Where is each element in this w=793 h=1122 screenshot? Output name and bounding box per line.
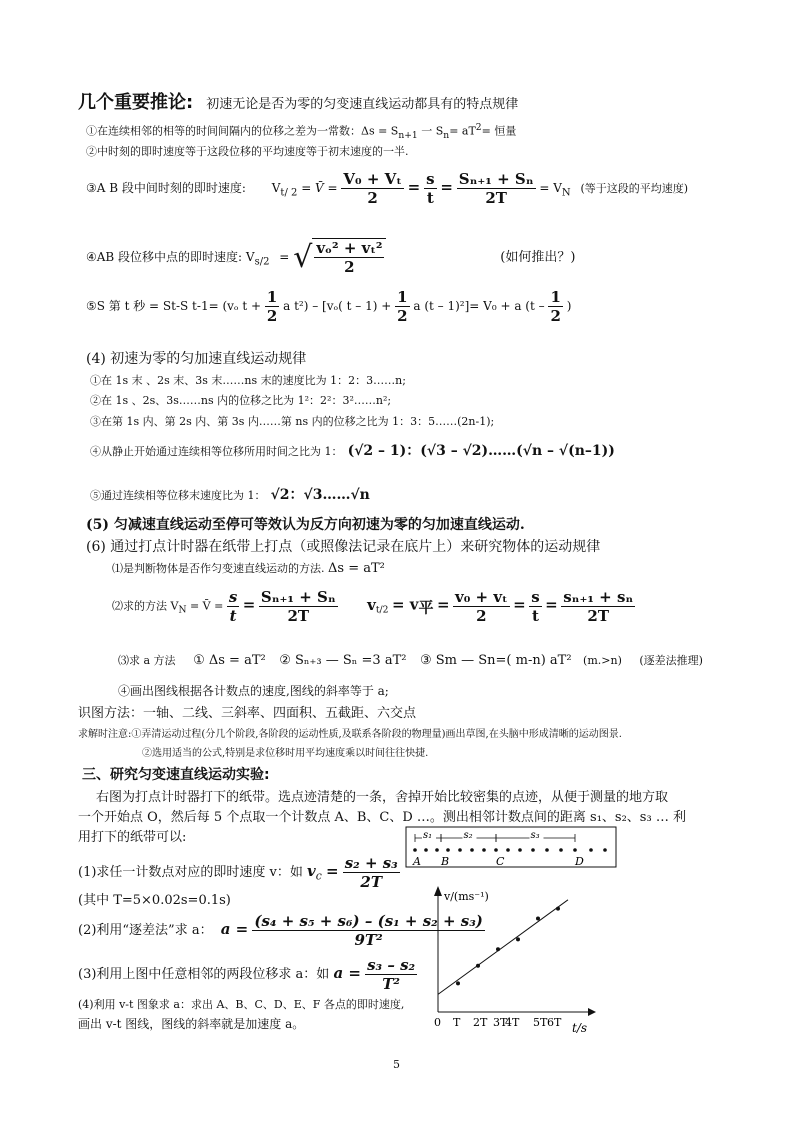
vt-points: [456, 907, 560, 986]
y-axis-arrow: [434, 886, 442, 896]
method-2-frac4: $\frac{s}{t}$: [531, 588, 540, 625]
attention-2: ②选用适当的公式,特别是求位移时用平均速度乘以时间往往快捷.: [142, 748, 429, 759]
vt-tick-label: 4T: [505, 1016, 520, 1029]
tape-dot: [559, 848, 563, 852]
half-frac-2: $\frac{1}{2}$: [397, 288, 408, 325]
inference-3-label: ③A B 段中间时刻的即时速度:: [86, 181, 246, 195]
vt-tick-label: 2T: [473, 1016, 488, 1029]
tape-border: [406, 827, 616, 867]
tape-label-c: C: [496, 855, 505, 868]
tape-label-a: A: [413, 855, 421, 868]
tape-dot: [545, 848, 549, 852]
vt-point: [476, 964, 480, 968]
section-3-para-2: 一个开始点 O，然后每 5 个点取一个计数点 A、B、C、D …。测出相邻计数点间的距离 s₁、s₂、s₃ … 利: [78, 810, 686, 825]
vt-ticks: [434, 1016, 562, 1029]
half-frac-3: $\frac{1}{2}$: [550, 288, 561, 325]
vt-point: [536, 917, 540, 921]
inference-4-frac: $\frac{\text{vₒ² + vₜ²}}{2}$: [316, 239, 383, 276]
method-3-note: (逐差法推理): [639, 654, 703, 667]
method-3: ⑶求 a 方法 ① Δs = aT² ② Sₙ₊₃ — Sₙ =3 aT² ③ Sm — Sn=( m-n) aT² (m.>n) (逐差法推理): [118, 653, 703, 668]
section-5-title: (5) 匀减速直线运动至停可等效认为反方向初速为零的匀加速直线运动.: [86, 517, 525, 533]
tape-dot: [518, 848, 522, 852]
section-3-para-3: 用打下的纸带可以:: [78, 830, 187, 845]
inference-3-v: V: [271, 181, 281, 195]
method-1-expr: Δs = aT²: [328, 561, 385, 576]
vt-graph: [420, 880, 605, 1040]
y-axis-label: v/(ms⁻¹): [444, 890, 489, 903]
tape-dot: [603, 848, 607, 852]
half-frac-1: $\frac{1}{2}$: [266, 288, 278, 325]
tape-dot: [573, 848, 577, 852]
tape-dot: [482, 848, 486, 852]
vt-point: [556, 907, 560, 911]
tape-segments: [415, 829, 575, 842]
ticker-tape: [405, 826, 617, 870]
inference-5-start: ⑤S 第 t 秒 = St-S t-1= (vₒ t +: [86, 299, 262, 313]
method-2-frac2: $\frac{\text{Sₙ₊₁ + Sₙ}}{2T}$: [260, 588, 336, 625]
section-4-rule-3: ③在第 1s 内、第 2s 内、第 3s 内……第 ns 内的位移之比为 1：3：5……(2n-1);: [90, 415, 495, 428]
section-3-title: 三、研究匀变速直线运动实验:: [82, 767, 270, 783]
inference-4-note: (如何推出？): [500, 250, 576, 265]
inference-3-sub: t/ 2: [280, 187, 298, 199]
method-3-a: ① Δs = aT²: [193, 653, 266, 668]
inference-3-frac1: $\frac{\text{V₀ + Vₜ}}{2}$: [343, 170, 402, 207]
section-4-rule-4: ④从静止开始通过连续相等位移所用时间之比为 1： (√2 – 1)：(√3 – √2)……(√n – √(n–1)): [90, 443, 615, 459]
section-4-rule-2: ②在 1s 、2s、3s……ns 内的位移之比为 1²：2²：3²……n²;: [90, 394, 392, 407]
inference-4: ④AB 段位移中点的即时速度: $V_{s/2}$ = √ $\frac{\text{vₒ² + vₜ²}}{2}$ (如何推出？): [86, 239, 576, 276]
section-6-title: (6) 通过打点计时器在纸带上打点（或照像法记录在底片上）来研究物体的运动规律: [86, 539, 601, 555]
inference-3-vn: = V: [539, 181, 562, 195]
tape-label-b: B: [441, 855, 450, 868]
vt-tick-label: 5T: [533, 1016, 548, 1029]
inference-3-frac3: $\frac{\text{Sₙ₊₁ + Sₙ}}{2T}$: [458, 170, 534, 207]
tape-segment-label: s₁: [423, 830, 433, 841]
tape-dot: [435, 848, 439, 852]
method-2-frac1: $\frac{s}{t}$: [228, 588, 238, 625]
vt-point: [456, 981, 460, 985]
tape-dot: [506, 848, 510, 852]
tape-label-d: D: [575, 855, 584, 868]
inference-5-mid1: a t²) – [vₒ( t – 1) +: [283, 299, 392, 313]
heading-subtitle: 初速无论是否为零的匀变速直线运动都具有的特点规律: [206, 97, 519, 112]
method-1: ⑴是判断物体是否作匀变速直线运动的方法. Δs = aT²: [112, 561, 385, 576]
vt-tick-label: 3T: [493, 1016, 508, 1029]
method-2-frac3: $\frac{\text{v₀ + vₜ}}{2}$: [455, 588, 508, 625]
question-2: (2)利用“逐差法”求 a： a = $\frac{\text{(s₄ + s₅ + s₆) – (s₁ + s₂ + s₃)}}{\text{9T²}}$: [78, 912, 483, 949]
inference-1-text: ①在连续相邻的相等的时间间隔内的位移之差为一常数：Δs = S: [86, 124, 399, 138]
vt-point: [496, 947, 500, 951]
section-4-rule-5: ⑤通过连续相等位移末速度比为 1： √2：√3……√n: [90, 487, 370, 503]
inference-2: ②中时刻的即时速度等于这段位移的平均速度等于初末速度的一半.: [86, 145, 409, 158]
page-number: 5: [393, 1058, 400, 1071]
vt-tick-label: 6T: [547, 1016, 562, 1029]
inference-1-end: = aT: [449, 124, 476, 138]
method-2-frac5: $\frac{\text{sₙ₊₁ + sₙ}}{2T}$: [563, 588, 634, 625]
vt-tick-label: T: [453, 1016, 461, 1029]
question-4-line-1: (4)利用 v-t 图象求 a：求出 A、B、C、D、E、F 各点的即时速度,: [78, 998, 405, 1011]
inference-3-frac2: $\frac{s}{t}$: [426, 170, 435, 207]
tape-dots: [413, 848, 607, 852]
x-axis-label: t/s: [572, 1021, 588, 1035]
inference-3-eq: = V̄ =: [301, 181, 338, 195]
tape-segment-label: s₂: [463, 830, 473, 841]
tape-dot: [589, 848, 593, 852]
section-4-title: (4) 初速为零的匀加速直线运动规律: [86, 351, 307, 367]
section-4-rule-1: ①在 1s 末 、2s 末、3s 末……ns 末的速度比为 1：2：3……n;: [90, 374, 406, 387]
question-1-frac: $\frac{\text{s₂ + s₃}}{2T}$: [344, 854, 398, 891]
inference-1-sup: 2: [475, 122, 482, 133]
tape-dot: [413, 848, 417, 852]
tape-dot: [424, 848, 428, 852]
method-4: ④画出图线根据各计数点的速度,图线的斜率等于 a;: [118, 684, 389, 698]
inference-1: [86, 122, 516, 141]
vt-point: [516, 937, 520, 941]
x-axis-arrow: [588, 1008, 596, 1016]
inference-5: ⑤S 第 t 秒 = St-S t-1= (vₒ t + $\frac{1}{2}$ a t²) – [vₒ( t – 1) + $\frac{1}{2}$ a (t – 1)²]= V₀ + a (t – $\frac{1}{2}$ ): [86, 288, 572, 325]
attention-1: 求解时注意:①弄清运动过程(分几个阶段,各阶段的运动性质,及联系各阶段的物理量)画出草图,在头脑中形成清晰的运动图景.: [78, 729, 622, 740]
inference-1-mid: 一 S: [417, 124, 444, 138]
question-1: (1)求任一计数点对应的即时速度 v：如 $v_c$ = $\frac{\text{s₂ + s₃}}{2T}$: [78, 854, 398, 891]
heading-row: [78, 88, 518, 114]
inference-3-note: (等于这段的平均速度): [580, 182, 689, 195]
tape-segment-label: s₃: [530, 830, 540, 841]
vt-tick-label: 0: [434, 1016, 441, 1029]
question-3: (3)利用上图中任意相邻的两段位移求 a：如 a = $\frac{\text{s₃ – s₂}}{\text{T²}}$: [78, 956, 416, 993]
section-4-rule-5-expr: √2：√3……√n: [270, 487, 370, 503]
method-3-c: ③ Sm — Sn=( m-n) aT²: [419, 653, 572, 668]
tape-labels: [412, 855, 584, 868]
tape-dot: [531, 848, 535, 852]
section-3-para-1: 右图为打点计时器打下的纸带。选点迹清楚的一条，舍掉开始比较密集的点迹，从便于测量的地方取: [96, 790, 669, 805]
tape-dot: [470, 848, 474, 852]
question-2-frac: $\frac{\text{(s₄ + s₅ + s₆) – (s₁ + s₂ + s₃)}}{\text{9T²}}$: [254, 912, 483, 949]
section-4-rule-4-expr: (√2 – 1)：(√3 – √2)……(√n – √(n–1)): [347, 443, 615, 459]
tape-dot: [446, 848, 450, 852]
tape-dot: [494, 848, 498, 852]
heading-title: 几个重要推论:: [78, 92, 194, 113]
question-1-note: (其中 T=5×0.02s=0.1s): [78, 893, 231, 908]
inference-4-label: ④AB 段位移中点的即时速度: V: [86, 250, 255, 264]
inference-1-sub1: n+1: [398, 129, 418, 141]
inference-1-sub2: n: [443, 129, 450, 141]
question-3-frac: $\frac{\text{s₃ – s₂}}{\text{T²}}$: [367, 956, 416, 993]
question-4-line-2: 画出 v-t 图线，图线的斜率就是加速度 a。: [78, 1017, 305, 1031]
inference-1-tail: = 恒量: [481, 124, 517, 138]
inference-3: ③A B 段中间时刻的即时速度: $V_{t/ 2}$ = V̄ = $\frac{\text{V₀ + Vₜ}}{2}$ = $\frac{s}{t}$ = $\frac{\text{Sₙ₊₁ + Sₙ}}{2T}$ = $V_N$ (等于这段的平均速度): [86, 170, 689, 207]
method-3-b: ② Sₙ₊₃ — Sₙ =3 aT²: [279, 653, 407, 668]
tape-dot: [458, 848, 462, 852]
shitu-methods: 识图方法：一轴、二线、三斜率、四面积、五截距、六交点: [78, 706, 417, 721]
inference-5-mid2: a (t – 1)²]= V₀ + a (t –: [413, 299, 545, 313]
method-2: ⑵求的方法 $V_N$ = V̄ = $\frac{s}{t}$ = $\frac{\text{Sₙ₊₁ + Sₙ}}{2T}$ $v_{t/2} = v_平$ = $\frac{\text{v₀ + vₜ}}{2}$ = $\frac{s}{t}$ = $\frac{\text{sₙ₊₁ + sₙ}}{2T}$: [112, 588, 634, 625]
vt-fit-line: [438, 900, 568, 995]
